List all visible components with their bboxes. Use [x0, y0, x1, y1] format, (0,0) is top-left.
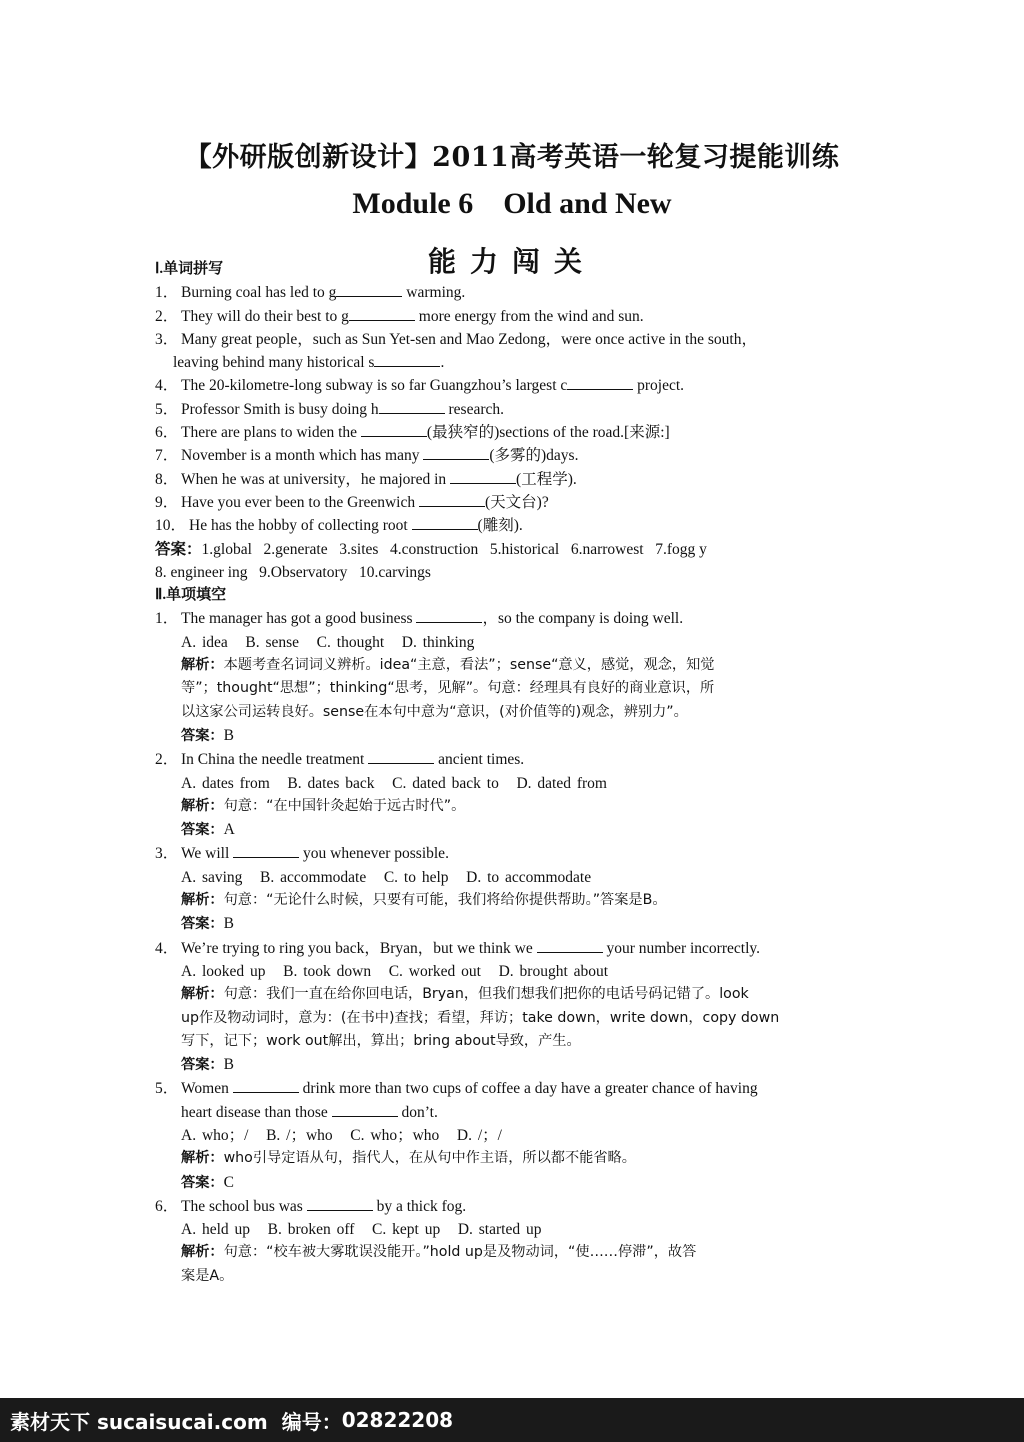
answer-blank[interactable]: [336, 282, 402, 297]
question-3-analysis: 解析：句意：“无论什么时候，只要有可能，我们将给你提供帮助。”答案是B。: [181, 892, 667, 909]
answer-blank[interactable]: [233, 843, 299, 858]
answer-blank[interactable]: [423, 445, 489, 460]
answer-blank[interactable]: [416, 608, 482, 623]
question-1: 1． The manager has got a good business ，so the company is doing well.: [155, 610, 684, 628]
part1-heading: Ⅰ.单词拼写: [155, 261, 224, 277]
section-heading: 能力闯关: [427, 245, 596, 278]
question-6-options: A. held up B. broken off C. kept up D. started up: [181, 1221, 542, 1239]
answer-blank[interactable]: [450, 469, 516, 484]
question-5-options: A. who；/ B. /；who C. who；who D. /；/: [181, 1126, 502, 1144]
exercise-content: [155, 258, 875, 1288]
question-6: 6． The school bus was by a thick fog.: [155, 1197, 467, 1215]
list-item: 1． Burning coal has led to g warming.: [155, 284, 466, 302]
question-2-analysis: 解析：句意：“在中国针灸起始于远古时代”。: [181, 797, 466, 814]
answer-blank[interactable]: [412, 515, 478, 530]
watermark-site: 素材天下 sucaisucai.com: [10, 1409, 268, 1434]
question-4-analysis: 解析：句意：我们一直在给你回电话，Bryan，但我们想我们把你的电话号码记错了。look: [181, 986, 749, 1003]
answer-blank[interactable]: [307, 1196, 373, 1211]
question-1-options: A. idea B. sense C. thought D. thinking: [181, 633, 475, 651]
watermark-code-label: 编号：: [281, 1409, 342, 1434]
list-item: 4． The 20-kilometre-long subway is so far Guangzhou’s largest c project.: [155, 377, 685, 395]
answer-blank[interactable]: [379, 399, 445, 414]
analysis-line: 等”；thought“思想”；thinking“思考，见解”。句意：经理具有良好的商业意识，所: [181, 680, 715, 697]
document-title: 【外研版创新设计】2011高考英语一轮复习提能训练: [184, 142, 840, 173]
question-6-analysis: 解析：句意：“校车被大雾耽误没能开。”hold up是及物动词，“使……停滞”，故答: [181, 1244, 697, 1261]
question-5: 5． Women drink more than two cups of coffee a day have a greater chance of having: [155, 1080, 758, 1098]
question-5-analysis: 解析：who引导定语从句，指代人，在从句中作主语，所以都不能省略。: [181, 1150, 636, 1167]
question-4-answer: 答案：B: [181, 1056, 234, 1074]
list-item: 10． He has the hobby of collecting root (雕刻).: [155, 517, 523, 535]
question-2-answer: 答案：A: [181, 821, 235, 839]
list-item: 3． Many great people，such as Sun Yet-sen and Mao Zedong，were once active in the south，: [155, 330, 757, 348]
watermark-code: 02822208: [341, 1408, 454, 1432]
answer-blank[interactable]: [332, 1102, 398, 1117]
question-3-answer: 答案：B: [181, 915, 234, 933]
list-item: 9． Have you ever been to the Greenwich (天文台)?: [155, 493, 549, 511]
question-4-options: A. looked up B. took down C. worked out D. brought about: [181, 962, 609, 980]
analysis-line: 写下，记下；work out解出，算出；bring about导致，产生。: [181, 1032, 581, 1049]
answer-key: 答案：1.global 2.generate 3.sites 4.construction 5.historical 6.narrowest 7.fogg y: [155, 540, 707, 558]
question-1-analysis: 解析：本题考查名词词义辨析。idea“主意，看法”；sense“意义，感觉，观念，知觉: [181, 657, 715, 674]
list-item: 5． Professor Smith is busy doing h research.: [155, 400, 505, 418]
answer-blank[interactable]: [361, 422, 427, 437]
question-2-options: A. dates from B. dates back C. dated back to D. dated from: [181, 774, 607, 792]
analysis-line: up作及物动词时，意为：(在书中)查找；看望，拜访；take down，write down，copy down: [181, 1009, 780, 1026]
list-item-continuation: leaving behind many historical s .: [173, 354, 445, 372]
question-2: 2． In China the needle treatment ancient times.: [155, 751, 525, 769]
question-5-answer: 答案：C: [181, 1173, 234, 1191]
answer-key-continued: 8. engineer ing 9.Observatory 10.carvings: [155, 563, 431, 581]
list-item: 6． There are plans to widen the (最狭窄的)sections of the road.[来源:]: [155, 424, 670, 442]
answer-blank[interactable]: [537, 938, 603, 953]
answer-blank[interactable]: [567, 375, 633, 390]
answer-blank[interactable]: [368, 749, 434, 764]
question-3: 3． We will you whenever possible.: [155, 845, 449, 863]
list-item: 7． November is a month which has many (多雾的)days.: [155, 447, 579, 465]
answer-blank[interactable]: [233, 1078, 299, 1093]
list-item: 2． They will do their best to g more energy from the wind and sun.: [155, 307, 644, 325]
part2-heading: Ⅱ.单项填空: [155, 587, 227, 604]
answer-blank[interactable]: [419, 492, 485, 507]
list-item: 8． When he was at university，he majored in (工程学).: [155, 470, 577, 488]
module-title: Module 6 Old and New: [352, 187, 672, 220]
analysis-line: 案是A。: [181, 1267, 234, 1284]
analysis-line: 以这家公司运转良好。sense在本句中意为“意识，(对价值等的)观念，辨别力”。: [181, 703, 688, 720]
question-4: 4． We’re trying to ring you back，Bryan，but we think we your number incorrectly.: [155, 939, 760, 957]
question-1-answer: 答案：B: [181, 726, 234, 744]
answer-blank[interactable]: [349, 306, 415, 321]
question-5-continuation: heart disease than those don’t.: [181, 1103, 438, 1121]
answer-blank[interactable]: [374, 352, 440, 367]
question-3-options: A. saving B. accommodate C. to help D. to accommodate: [181, 868, 592, 886]
watermark-banner: [0, 1398, 1024, 1442]
